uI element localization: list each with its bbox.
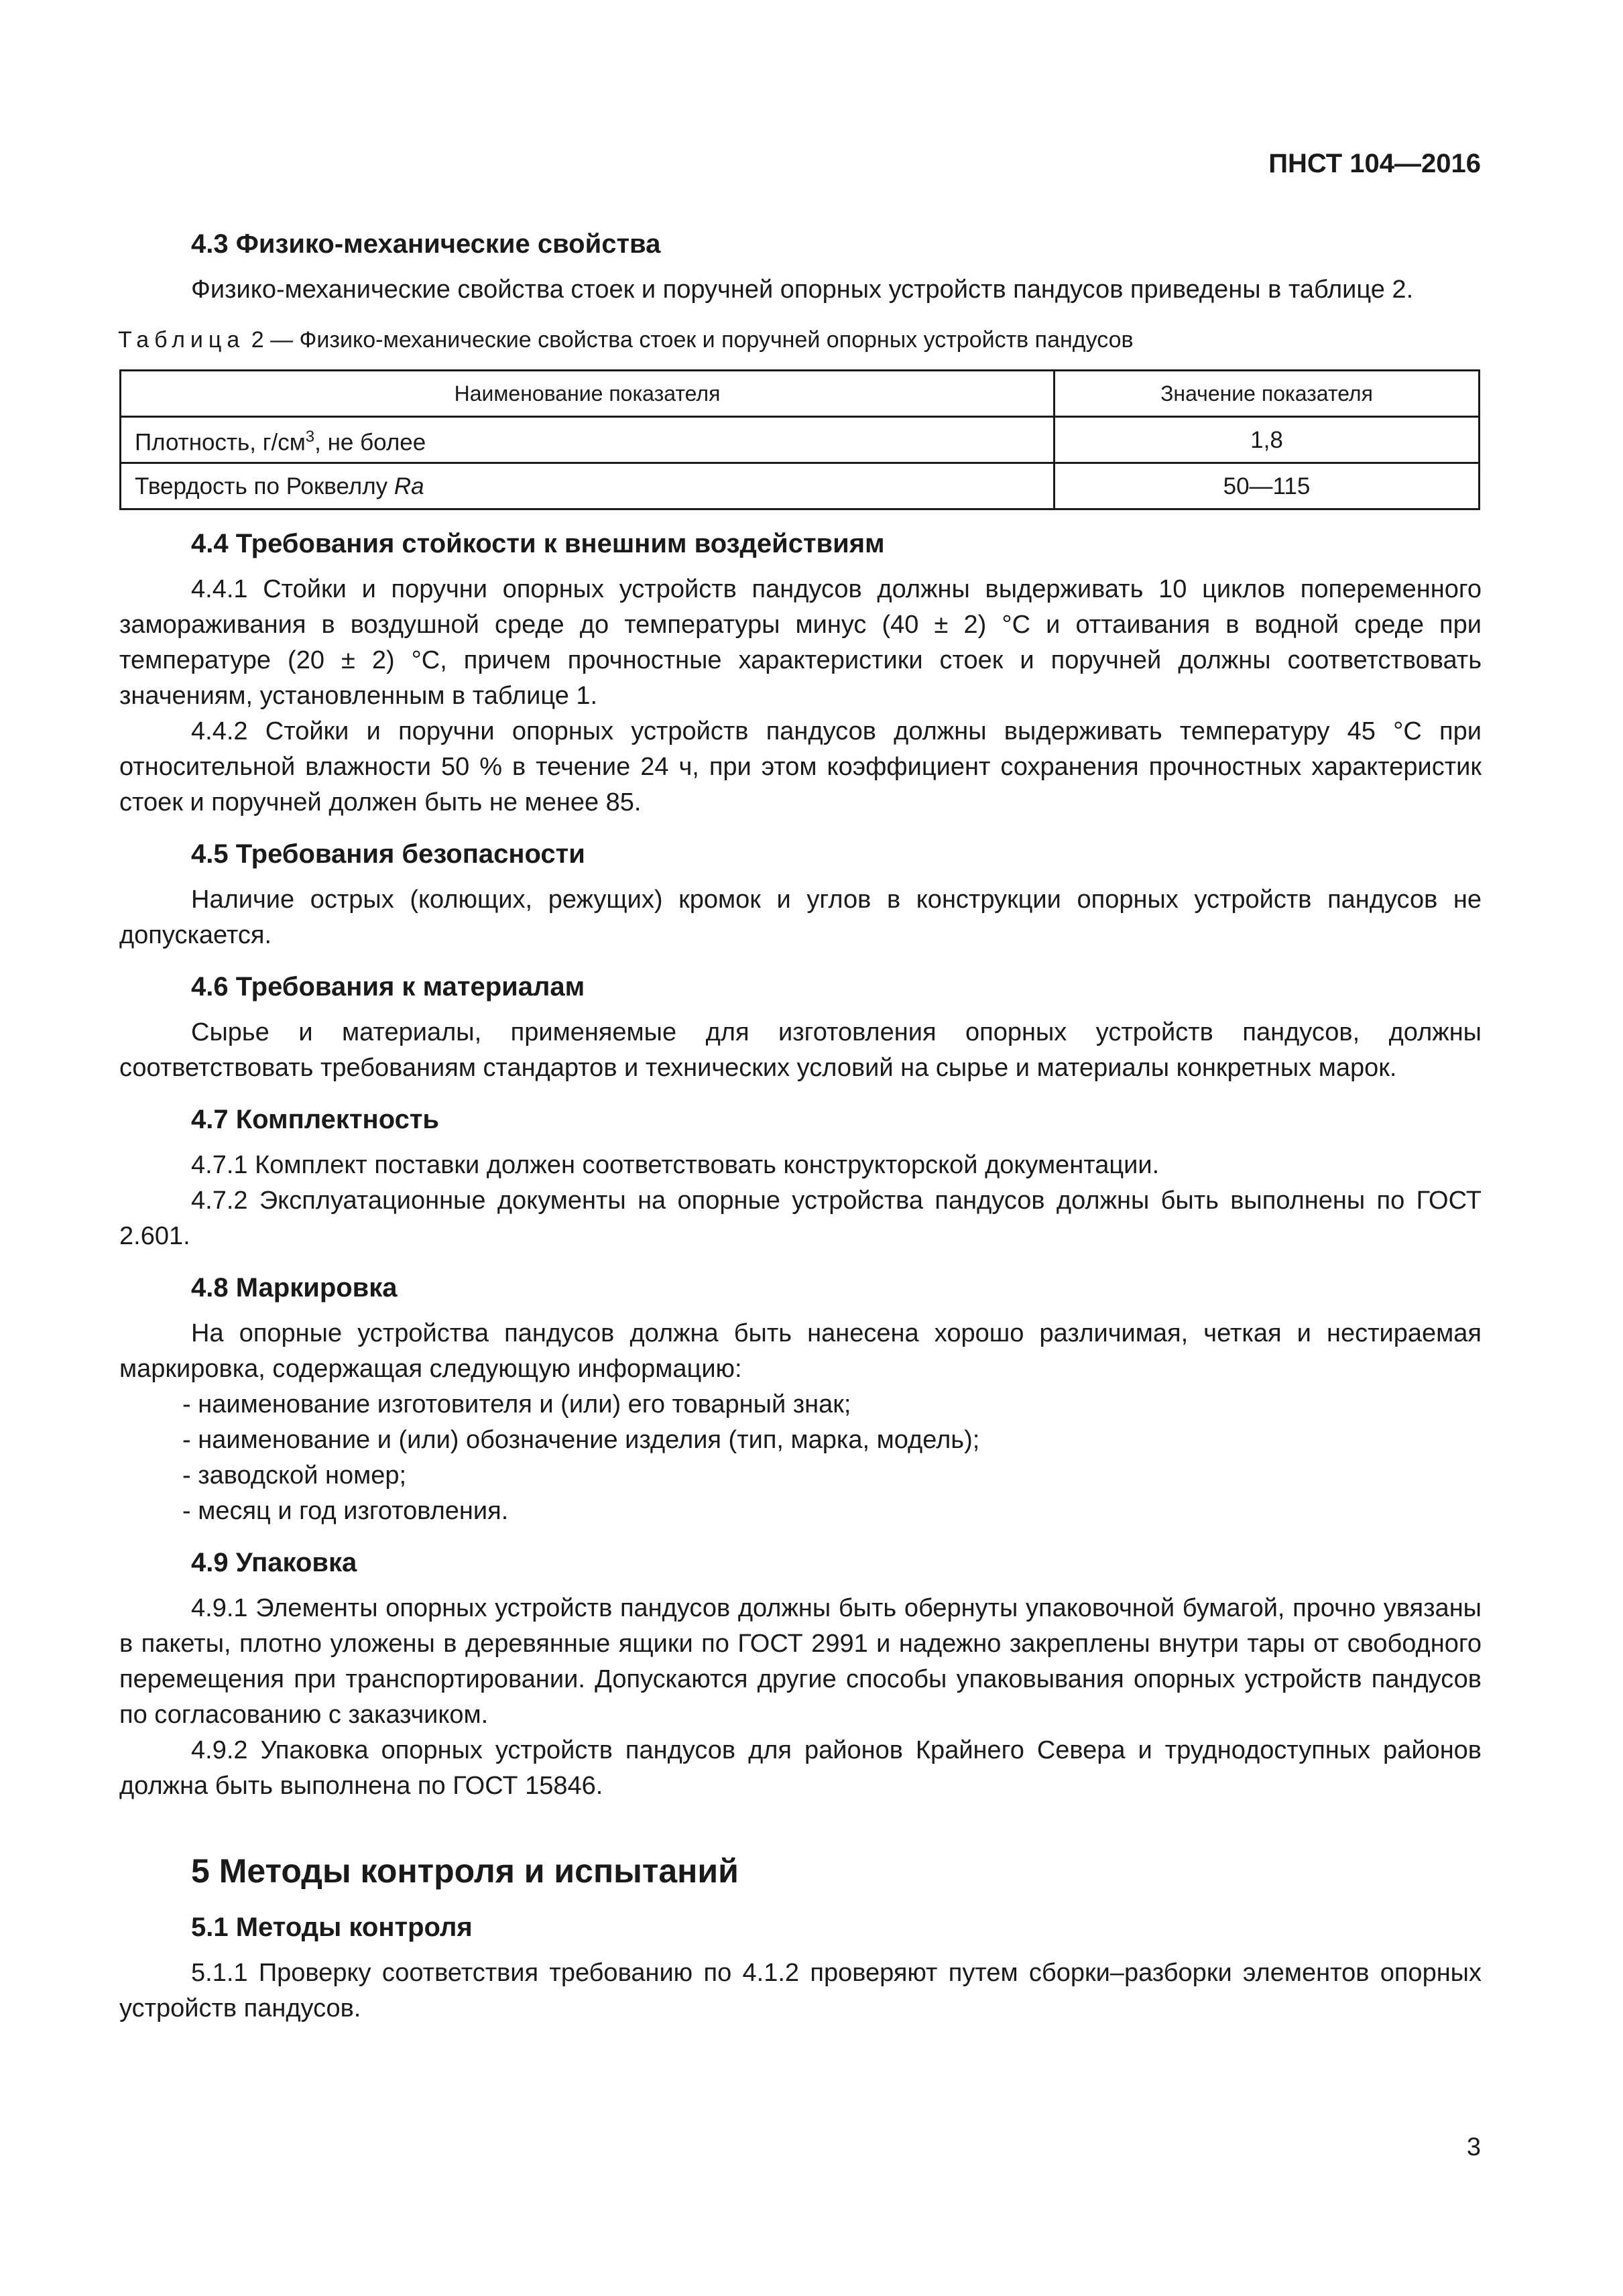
section-4-3-title: 4.3 Физико-механические свойства — [191, 229, 661, 259]
section-4-4-title: 4.4 Требования стойкости к внешним воздействиям — [191, 529, 885, 558]
section-4-5-title: 4.5 Требования безопасности — [191, 839, 585, 869]
table-cell-value: 1,8 — [1055, 417, 1480, 463]
section-4-7-title: 4.7 Комплектность — [191, 1105, 440, 1134]
table-header-value: Значение показателя — [1055, 371, 1480, 417]
table-row — [121, 463, 1480, 509]
table-caption-label: Таблица — [118, 327, 245, 353]
section-4-7-2-paragraph: 4.7.2 Эксплуатационные документы на опорные устройства пандусов должны быть выполнены по ГОСТ 2.601. — [119, 1187, 1482, 1250]
section-4-9-2-paragraph: 4.9.2 Упаковка опорных устройств пандусов для районов Крайнего Севера и труднодоступных районов должна быть выполнена по ГОСТ 15846. — [119, 1736, 1482, 1800]
list-item: - заводской номер; — [182, 1458, 1482, 1494]
table-caption-text: 2 — Физико-механические свойства стоек и поручней опорных устройств пандусов — [245, 327, 1134, 353]
table-cell-value: 50—115 — [1055, 463, 1480, 509]
list-item: - наименование и (или) обозначение изделия (тип, марка, модель); — [182, 1423, 1482, 1458]
section-4-4-1-paragraph: 4.4.1 Стойки и поручни опорных устройств пандусов должны выдерживать 10 циклов попеременного замораживания в воздушной среде до температуры минус (40 ± 2) °С и оттаивания в водной среде при температуре (20 ± 2) °С, причем прочностные характеристики стоек и поручней должны соответствовать значениям, установленным в таблице 1. — [119, 575, 1482, 710]
table-header-row — [121, 371, 1480, 417]
table-header-name: Наименование показателя — [121, 371, 1055, 417]
section-4-3-paragraph: Физико-механические свойства стоек и поручней опорных устройств пандусов приведены в таблице 2. — [191, 276, 1414, 304]
table-row — [121, 417, 1480, 463]
list-item: - наименование изготовителя и (или) его товарный знак; — [182, 1387, 1482, 1423]
table-cell-name: Твердость по Роквеллу Ra — [121, 463, 1055, 509]
chapter-5-title: 5 Методы контроля и испытаний — [191, 1852, 739, 1890]
section-5-1-title: 5.1 Методы контроля — [191, 1913, 473, 1942]
section-4-9-title: 4.9 Упаковка — [191, 1548, 357, 1577]
marking-list — [119, 1387, 1482, 1529]
list-item: - месяц и год изготовления. — [182, 1494, 1482, 1529]
section-4-7-1-paragraph: 4.7.1 Комплект поставки должен соответствовать конструкторской документации. — [191, 1151, 1160, 1179]
section-4-8-paragraph: На опорные устройства пандусов должна быть нанесена хорошо различимая, четкая и нестираемая маркировка, содержащая следующую информацию: — [119, 1319, 1482, 1383]
section-4-4-2-paragraph: 4.4.2 Стойки и поручни опорных устройств пандусов должны выдерживать температуру 45 °С при относительной влажности 50 % в течение 24 ч, при этом коэффициент сохранения прочностных характеристик стоек и поручней должен быть не менее 85. — [119, 717, 1482, 817]
section-4-6-title: 4.6 Требования к материалам — [191, 972, 585, 1002]
section-5-1-1-paragraph: 5.1.1 Проверку соответствия требованию по 4.1.2 проверяют путем сборки–разборки элементов опорных устройств пандусов. — [119, 1959, 1482, 2022]
table-2-caption — [118, 325, 1482, 355]
table-cell-name: Плотность, $г/см^3$, не более — [121, 417, 1055, 463]
section-4-9-1-paragraph: 4.9.1 Элементы опорных устройств пандусов должны быть обернуты упаковочной бумагой, прочно увязаны в пакеты, плотно уложены в деревянные ящики по ГОСТ 2991 и надежно закреплены внутри тары от свободного перемещения при транспортировании. Допускаются другие способы упаковывания опорных устройств пандусов по согласованию с заказчиком. — [119, 1594, 1482, 1729]
document-code: ПНСТ 104—2016 — [1268, 149, 1481, 178]
properties-table — [119, 369, 1480, 510]
section-4-6-paragraph: Сырье и материалы, применяемые для изготовления опорных устройств пандусов, должны соответствовать требованиям стандартов и технических условий на сырье и материалы конкретных марок. — [119, 1018, 1482, 1082]
section-4-5-paragraph: Наличие острых (колющих, режущих) кромок и углов в конструкции опорных устройств пандусов не допускается. — [119, 886, 1482, 949]
page-number: 3 — [1466, 2133, 1481, 2161]
page-content — [119, 227, 1482, 2027]
section-4-8-title: 4.8 Маркировка — [191, 1273, 398, 1303]
